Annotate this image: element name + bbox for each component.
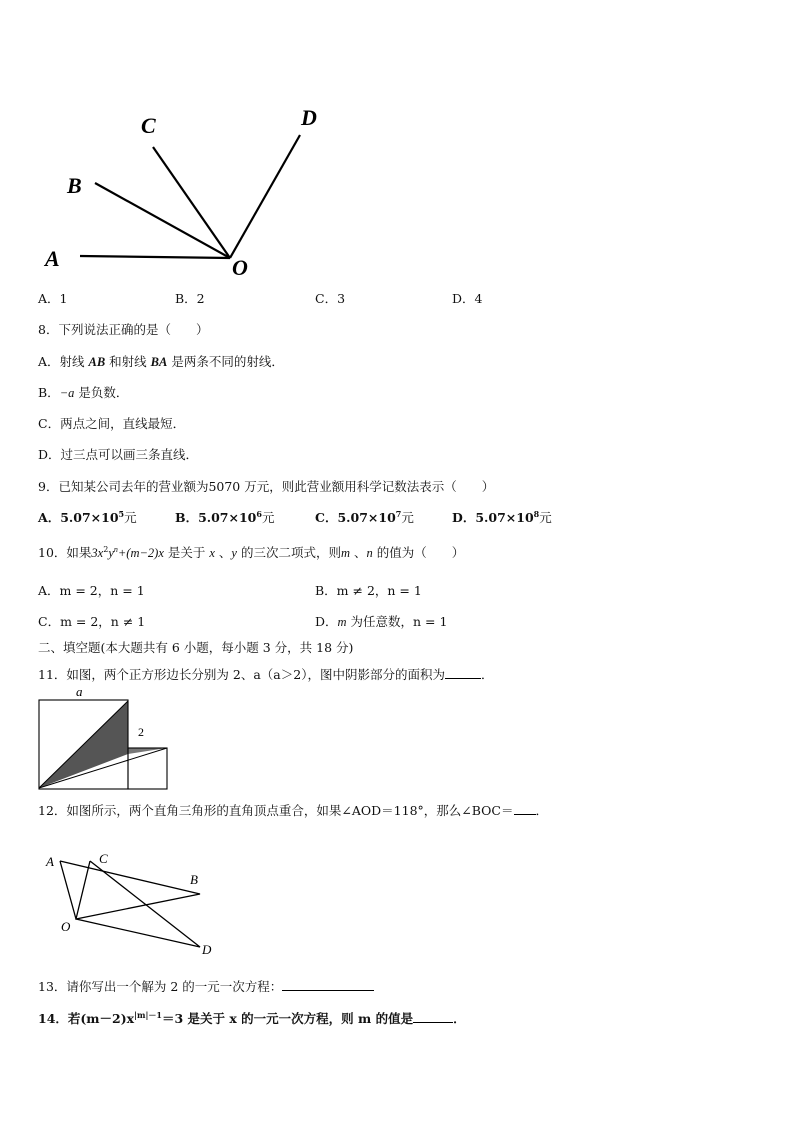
q14-answer-blank[interactable] — [413, 1010, 453, 1023]
label-two-side: 2 — [138, 725, 144, 739]
q9-a-base: A．5.07×10 — [38, 510, 119, 525]
q10-var-m: m — [340, 546, 350, 560]
q9-option-d[interactable] — [452, 510, 552, 526]
q10-sep: 、 — [214, 545, 232, 560]
q10-sep2: 、 — [349, 545, 367, 560]
q10-var-n: n — [366, 546, 373, 560]
q8-a-post: 是两条不同的射线． — [167, 354, 284, 369]
label-a: A — [46, 854, 54, 869]
label-a: A — [45, 246, 60, 271]
q10-post: 的三次二项式，则 — [236, 545, 341, 560]
q10-expr-c: +(m−2)x — [117, 546, 164, 560]
q14-exp: |m|－1 — [134, 1009, 162, 1020]
q10-stem — [38, 545, 464, 561]
q9-option-b[interactable] — [175, 510, 274, 526]
q8-option-b[interactable] — [38, 385, 128, 401]
q10-end: 的值为（ ） — [372, 545, 465, 560]
q7-option-b[interactable]: B．2 — [175, 291, 205, 306]
q8-a-var1: AB — [88, 355, 106, 369]
q13-stem-text: 13．请你写出一个解为 2 的一元一次方程： — [38, 979, 283, 994]
q8-b-var: −a — [59, 386, 75, 400]
q9-c-base: C．5.07×10 — [315, 510, 396, 525]
q9-c-unit: 元 — [401, 510, 414, 525]
q10-d-var: m — [337, 615, 347, 629]
ray-ob — [95, 183, 230, 258]
ray-oc — [153, 147, 230, 258]
q12-answer-blank[interactable] — [514, 802, 536, 815]
q10-pre: 10．如果 — [38, 545, 92, 560]
q10-d-pre: D． — [315, 614, 338, 629]
q11-stem — [38, 666, 493, 683]
q9-a-unit: 元 — [124, 510, 137, 525]
q12-stem-text: 12．如图所示，两个直角三角形的直角顶点重合，如果∠AOD＝118°，那么∠BOC＝ — [38, 803, 514, 818]
q9-option-a[interactable] — [38, 510, 137, 526]
label-d: D — [301, 105, 317, 130]
q7-option-a[interactable]: A．1 — [38, 291, 68, 306]
label-d: D — [202, 942, 212, 957]
q11-answer-blank[interactable] — [445, 666, 481, 679]
q7-option-d[interactable]: D．4 — [452, 291, 483, 306]
q9-b-base: B．5.07×10 — [175, 510, 257, 525]
q8-option-d[interactable]: D．过三点可以画三条直线． — [38, 447, 199, 462]
q14-stem — [38, 1010, 466, 1027]
q10-expr-a: 3x — [91, 546, 104, 560]
q14-mid: ＝3 是关于 x 的一元一次方程，则 m 的值是 — [161, 1011, 414, 1026]
q10-var-x: x — [209, 546, 215, 560]
label-o: O — [61, 919, 71, 934]
triangle-aob — [60, 861, 200, 919]
label-o: O — [232, 255, 248, 280]
q14-pre: 14．若(m－2)x — [38, 1011, 135, 1026]
q8-a-var2: BA — [150, 355, 168, 369]
q8-option-c[interactable]: C．两点之间，直线最短． — [38, 416, 186, 431]
rays-figure — [35, 95, 335, 285]
q8-option-a[interactable] — [38, 354, 284, 370]
q7-option-c[interactable]: C．3 — [315, 291, 346, 306]
q12-stem — [38, 802, 548, 819]
q11-stem-text: 11．如图，两个正方形边长分别为 2、a（a＞2），图中阴影部分的面积为 — [38, 667, 445, 682]
q10-mid: 是关于 — [163, 545, 210, 560]
q10-option-d[interactable] — [315, 614, 447, 630]
q10-exp-a: 2 — [103, 544, 109, 554]
q9-a-exp: 5 — [118, 508, 125, 519]
q8-b-post: 是负数． — [74, 385, 129, 400]
q9-d-exp: 8 — [533, 508, 540, 519]
label-b: B — [67, 173, 82, 198]
q10-exp-b: n — [113, 544, 118, 554]
q10-option-a[interactable]: A．m = 2，n = 1 — [38, 583, 145, 598]
label-c: C — [99, 851, 108, 866]
ray-od — [230, 135, 300, 258]
q9-c-exp: 7 — [395, 508, 402, 519]
shaded-strip — [128, 748, 167, 754]
q9-b-unit: 元 — [261, 510, 275, 525]
triangle-cod — [76, 861, 200, 947]
q13-answer-blank[interactable] — [282, 978, 374, 991]
label-a-side: a — [76, 684, 83, 699]
q14-end: ． — [453, 1011, 466, 1026]
q10-d-post: 为任意数，n = 1 — [346, 614, 448, 629]
q9-b-exp: 6 — [256, 508, 262, 519]
q8-b-pre: B． — [38, 385, 60, 400]
q11-end: ． — [480, 667, 494, 682]
q8-stem: 8．下列说法正确的是（ ） — [38, 322, 209, 337]
label-c: C — [141, 113, 156, 138]
q10-option-c[interactable]: C．m = 2，n ≠ 1 — [38, 614, 146, 629]
q8-a-pre: A．射线 — [38, 354, 89, 369]
triangles-figure — [40, 845, 225, 960]
q10-expr-b: y — [108, 546, 114, 560]
q9-d-base: D．5.07×10 — [452, 510, 534, 525]
q9-stem: 9．已知某公司去年的营业额为5070 万元，则此营业额用科学记数法表示（ ） — [38, 479, 495, 494]
q13-stem — [38, 978, 374, 995]
ray-oa — [80, 256, 230, 258]
q10-option-b[interactable]: B．m ≠ 2，n = 1 — [315, 583, 422, 598]
q8-a-mid: 和射线 — [105, 354, 151, 369]
q9-d-unit: 元 — [539, 510, 552, 525]
squares-figure — [36, 684, 176, 792]
q10-var-y: y — [231, 546, 237, 560]
q12-end: ． — [535, 803, 549, 818]
label-b: B — [190, 872, 198, 887]
section-heading: 二、填空题(本大题共有 6 小题，每小题 3 分，共 18 分) — [38, 640, 354, 655]
q9-option-c[interactable] — [315, 510, 414, 526]
